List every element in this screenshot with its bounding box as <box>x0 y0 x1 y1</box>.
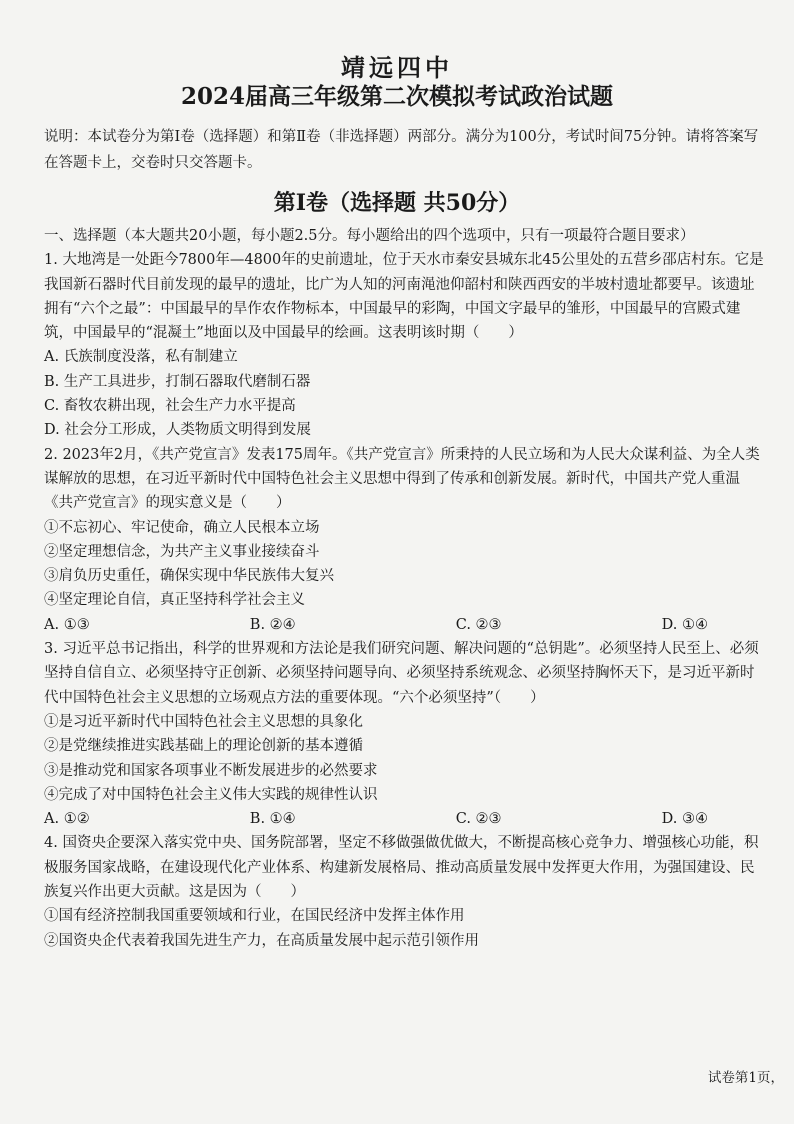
question-2-item-3: ③肩负历史重任，确保实现中华民族伟大复兴 <box>44 568 334 585</box>
question-4-item-1: ①国有经济控制我国重要领域和行业，在国民经济中发挥主体作用 <box>44 908 465 925</box>
question-4-stem: 4. 国资央企要深入落实党中央、国务院部署，坚定不移做强做优做大，不断提高核心竞争力、增强核心功能，积极服务国家战略，在建设现代化产业体系、构建新发展格局、推动高质量发展中发挥更大作用，为强国建设、民族复兴作出更大贡献。这是因为（ ） <box>44 835 759 901</box>
instructions-note: 说明：本试卷分为第Ⅰ卷（选择题）和第Ⅱ卷（非选择题）两部分。满分为100分，考试时间75分钟。请将答案写在答题卡上，交卷时只交答题卡。 <box>44 129 759 171</box>
question-2-item-4: ④坚定理论自信，真正坚持科学社会主义 <box>44 592 305 609</box>
question-1-option-b: B. 生产工具进步，打制石器取代磨制石器 <box>44 373 311 390</box>
question-1-option-a: A. 氏族制度没落，私有制建立 <box>44 349 238 366</box>
question-2-stem: 2. 2023年2月，《共产党宣言》发表175周年。《共产党宣言》所秉持的人民立场和为人民大众谋利益、为全人类谋解放的思想，在习近平新时代中国特色社会主义思想中得到了传承和创新发展。新时代，中国共产党人重温《共产党宣言》的现实意义是（ ） <box>44 446 760 512</box>
question-3-item-4: ④完成了对中国特色社会主义伟大实践的规律性认识 <box>44 786 378 803</box>
question-2-options <box>44 613 768 637</box>
questions-area <box>44 224 768 953</box>
question-4-item-2: ②国资央企代表着我国先进生产力，在高质量发展中起示范引领作用 <box>44 932 479 949</box>
section-instruction: 一、选择题（本大题共20小题，每小题2.5分。每小题给出的四个选项中，只有一项最符合题目要求） <box>44 228 695 244</box>
question-3-option-c: C. ②③ <box>455 811 502 828</box>
page-footer: 试卷第1页， <box>707 1070 784 1086</box>
question-3-options <box>44 807 768 831</box>
question-2-option-d: D. ①④ <box>661 616 708 633</box>
question-3-option-b: B. ①④ <box>249 811 296 828</box>
question-2-option-a: A. ①③ <box>44 616 90 633</box>
question-2-item-2: ②坚定理想信念，为共产主义事业接续奋斗 <box>44 543 320 560</box>
question-2-item-1: ①不忘初心、牢记使命，确立人民根本立场 <box>44 519 320 536</box>
school-name: 靖远四中 <box>341 53 453 82</box>
question-3-option-a: A. ①② <box>44 811 90 828</box>
question-2-option-c: C. ②③ <box>455 616 502 633</box>
exam-title: 2024届高三年级第二次模拟考试政治试题 <box>180 83 613 110</box>
question-2-option-b: B. ②④ <box>249 616 296 633</box>
question-1-option-d: D. 社会分工形成，人类物质文明得到发展 <box>44 422 311 439</box>
question-3-item-3: ③是推动党和国家各项事业不断发展进步的必然要求 <box>44 762 378 779</box>
question-3-option-d: D. ③④ <box>661 811 708 828</box>
question-3-item-2: ②是党继续推进实践基础上的理论创新的基本遵循 <box>44 738 363 755</box>
section-title: 第Ⅰ卷（选择题 共50分） <box>273 190 521 216</box>
question-3-stem: 3. 习近平总书记指出，科学的世界观和方法论是我们研究问题、解决问题的“总钥匙”。必须坚持人民至上、必须坚持自信自立、必须坚持守正创新、必须坚持问题导向、必须坚持系统观念、必须坚持胸怀天下，是习近平新时代中国特色社会主义思想的立场观点方法的重要体现。“六个必须坚持”（ ） <box>44 641 759 706</box>
question-1-option-c: C. 畜牧农耕出现，社会生产力水平提高 <box>44 398 296 415</box>
question-3-item-1: ①是习近平新时代中国特色社会主义思想的具象化 <box>44 713 363 730</box>
question-1-stem: 1. 大地湾是一处距今7800年—4800年的史前遗址，位于天水市秦安县城东北45公里处的五营乡邵店村东。它是我国新石器时代目前发现的最早的遗址，比广为人知的河南渑池仰韶村和陕西西安的半坡村遗址都要早。该遗址拥有“六个之最”：中国最早的旱作农作物标本，中国最早的彩陶，中国文字最早的雏形，中国最早的宫殿式建筑，中国最早的“混凝土”地面以及中国最早的绘画。这表明该时期（ ） <box>44 252 764 342</box>
